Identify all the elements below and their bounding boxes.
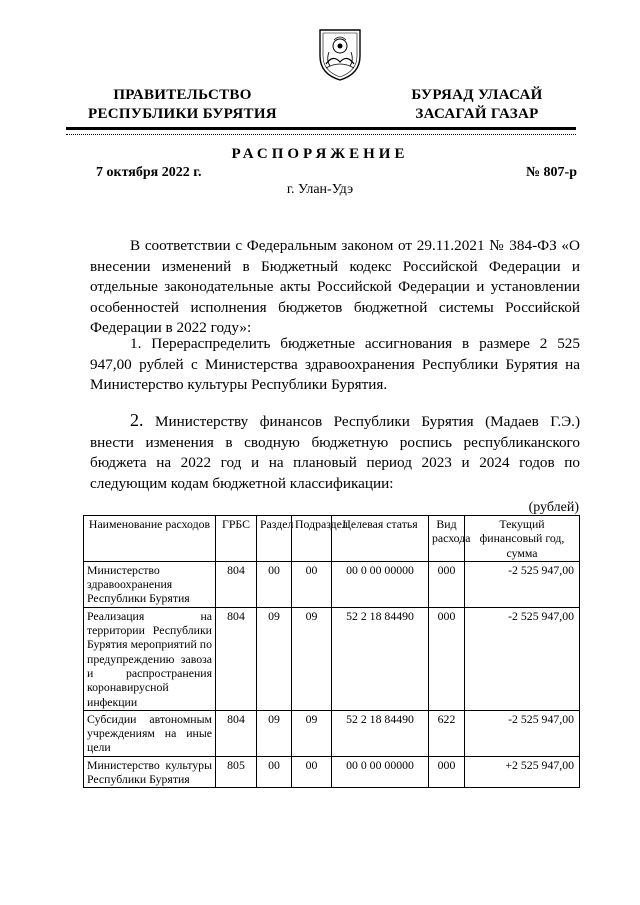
- header-target-article: Целевая статья: [332, 516, 429, 562]
- table-row: [84, 607, 580, 710]
- cell-subsection: 00: [292, 561, 332, 607]
- cell-target-article: 52 2 18 84490: [332, 710, 429, 756]
- government-name-buryat-line1: БУРЯАД УЛАСАЙ: [411, 87, 543, 103]
- preamble-paragraph: В соответствии с Федеральным законом от 29.11.2021 № 384-ФЗ «О внесении изменений в Бюджетный кодекс Российской Федерации и отдельные законодательные акты Российской Федерации и установлении особенностей исполнения бюджетов бюджетной системы Российской Федерации в 2022 году»:: [90, 237, 580, 336]
- cell-section: 00: [257, 756, 292, 788]
- cell-expense-type: 622: [429, 710, 465, 756]
- cell-grbs: 804: [216, 710, 257, 756]
- cell-amount: -2 525 947,00: [465, 710, 580, 756]
- header-subsection: Подраздел: [292, 516, 332, 562]
- header-amount: Текущий финансовый год, сумма: [465, 516, 580, 562]
- government-name-buryat-line2: ЗАСАГАЙ ГАЗАР: [415, 106, 539, 122]
- document-number: № 807-р: [525, 165, 577, 180]
- clause-2-paragraph: [90, 410, 580, 494]
- cell-grbs: 804: [216, 561, 257, 607]
- cell-target-article: 00 0 00 00000: [332, 756, 429, 788]
- header-dotted-divider: [66, 134, 576, 135]
- header-grbs: ГРБС: [216, 516, 257, 562]
- table-row: [84, 710, 580, 756]
- table-header-row: [84, 516, 580, 562]
- cell-target-article: 52 2 18 84490: [332, 607, 429, 710]
- cell-expense-type: 000: [429, 607, 465, 710]
- cell-name: Реализация на территории Республики Бурятия мероприятий по предупреждению завоза и распространения коронавирусной инфекции: [84, 607, 216, 710]
- clause-2-number: 2.: [130, 410, 144, 430]
- clause-2-text: Министерству финансов Республики Бурятия (Мадаев Г.Э.) внести изменения в сводную бюджетную роспись республиканского бюджета на 2022 год и на плановый период 2023 и 2024 годов по следующим кодам бюджетной классификации:: [90, 413, 580, 492]
- table-row: [84, 561, 580, 607]
- republic-emblem-icon: [316, 26, 364, 82]
- cell-expense-type: 000: [429, 561, 465, 607]
- cell-subsection: 09: [292, 607, 332, 710]
- cell-name: Субсидии автономным учреждениям на иные цели: [84, 710, 216, 756]
- cell-amount: -2 525 947,00: [465, 607, 580, 710]
- cell-grbs: 804: [216, 607, 257, 710]
- cell-name: Министерство здравоохранения Республики Бурятия: [84, 561, 216, 607]
- cell-name: Министерство культуры Республики Бурятия: [84, 756, 216, 788]
- cell-amount: -2 525 947,00: [465, 561, 580, 607]
- document-city: г. Улан-Удэ: [286, 182, 354, 197]
- cell-grbs: 805: [216, 756, 257, 788]
- government-name-buryat: [402, 86, 552, 124]
- government-name-russian: [80, 86, 285, 124]
- header-divider: [66, 127, 576, 130]
- cell-target-article: 00 0 00 00000: [332, 561, 429, 607]
- cell-expense-type: 000: [429, 756, 465, 788]
- cell-section: 00: [257, 561, 292, 607]
- header-section: Раздел: [257, 516, 292, 562]
- government-name-line2: РЕСПУБЛИКИ БУРЯТИЯ: [88, 106, 277, 122]
- currency-unit-label: (рублей): [528, 500, 579, 515]
- cell-section: 09: [257, 607, 292, 710]
- header-expense-type: Вид расхода: [429, 516, 465, 562]
- budget-classification-table: [83, 515, 580, 788]
- cell-subsection: 00: [292, 756, 332, 788]
- clause-1-paragraph: 1. Перераспределить бюджетные ассигнования в размере 2 525 947,00 рублей с Министерства здравоохранения Республики Бурятия на Министерство культуры Республики Бурятия.: [90, 335, 580, 393]
- cell-subsection: 09: [292, 710, 332, 756]
- document-title: РАСПОРЯЖЕНИЕ: [231, 146, 409, 162]
- document-date: 7 октября 2022 г.: [96, 165, 202, 180]
- header-name: Наименование расходов: [84, 516, 216, 562]
- cell-amount: +2 525 947,00: [465, 756, 580, 788]
- cell-section: 09: [257, 710, 292, 756]
- table-row: [84, 756, 580, 788]
- government-name-line1: ПРАВИТЕЛЬСТВО: [113, 87, 252, 103]
